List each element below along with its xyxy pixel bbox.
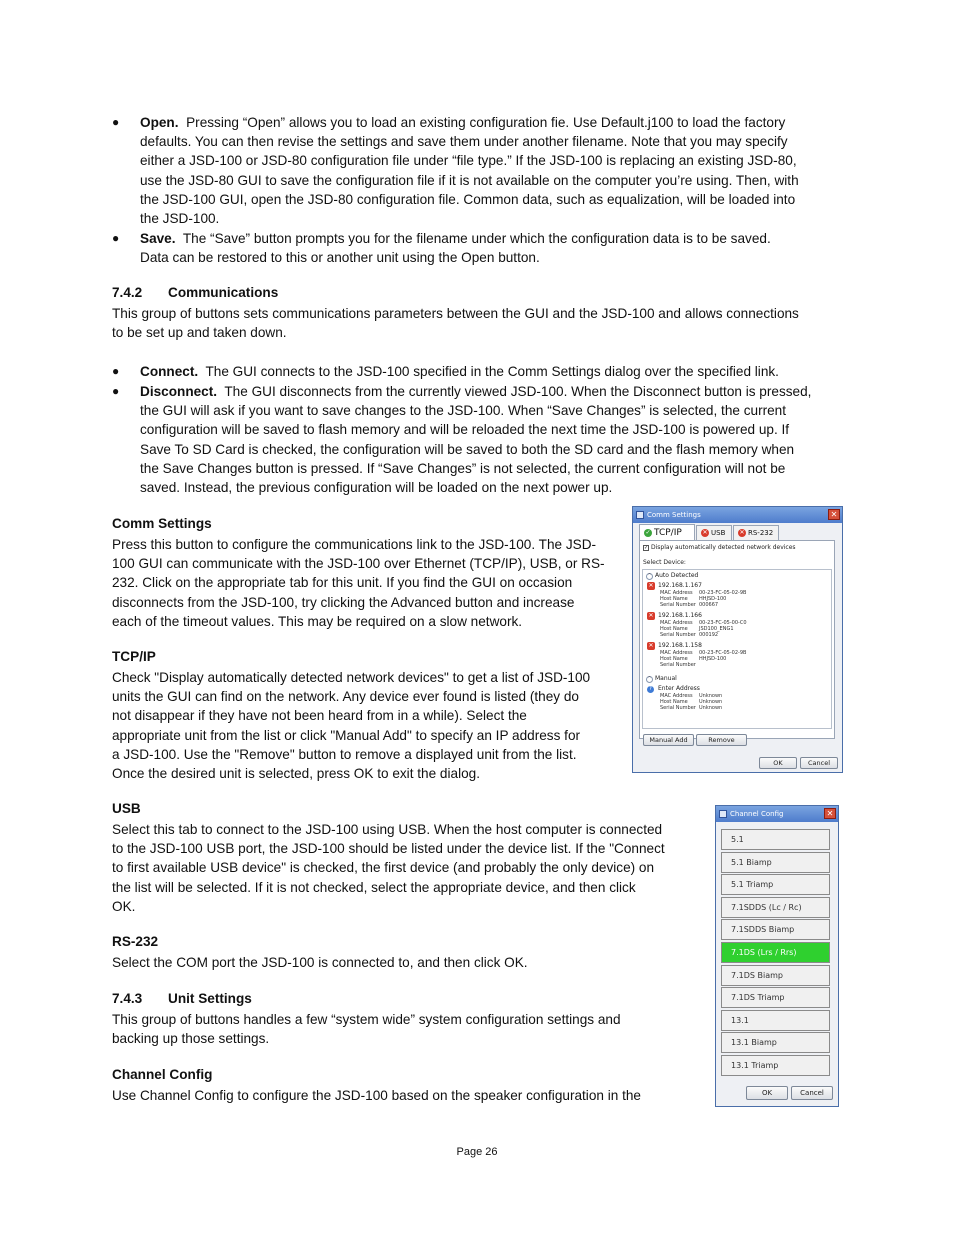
error-icon: ✕: [648, 612, 654, 619]
host-label: Host Name: [660, 596, 688, 602]
mac-label: MAC Address: [660, 650, 693, 656]
cancel-button[interactable]: Cancel: [800, 757, 838, 769]
bullet-open-body: [140, 113, 842, 228]
serial-value: Unknown: [699, 705, 723, 711]
channel-config-option[interactable]: 7.1DS (Lrs / Rrs): [721, 942, 830, 963]
line: 100 GUI can communicate with the JSD-100 over Ethernet (TCP/IP), USB, or RS-: [112, 556, 605, 572]
device-ip: 192.168.1.158: [658, 642, 702, 649]
line: the list will be selected. If it is not checked, select the appropriate device, and then click: [112, 879, 636, 895]
error-icon: ✕: [648, 642, 654, 649]
bullet-title: Disconnect.: [140, 384, 218, 399]
bullet-disconnect: [112, 382, 842, 498]
line: Save To SD Card is checked, the configuration will be saved to both the SD card and the flash memory when: [140, 441, 795, 457]
line: Pressing “Open” allows you to load an existing configuration fie. Use Default.j100 to load the factory: [186, 115, 786, 130]
question-icon: ?: [647, 686, 654, 693]
line: the GUI will ask if you want to save changes to the JSD-100. When “Save Changes” is selected, the current: [140, 403, 787, 419]
host-value: Unknown: [699, 699, 723, 705]
ok-button[interactable]: OK: [746, 1086, 788, 1100]
rs232-paragraph: [112, 953, 691, 972]
window-icon: [719, 810, 727, 818]
bullet-save-body: [140, 229, 842, 267]
serial-label: Serial Number: [660, 632, 696, 638]
mac-value: Unknown: [699, 693, 723, 699]
line: a JSD-100. Use the "Remove" button to remove a displayed unit from the list.: [112, 746, 577, 762]
device-ip: 192.168.1.167: [658, 582, 702, 589]
line: The “Save” button prompts you for the filename under which the configuration data is to be saved.: [182, 231, 771, 246]
dialog-title: Channel Config: [730, 810, 784, 818]
mac-label: MAC Address: [660, 590, 693, 596]
checkbox-label: Display automatically detected network devices: [651, 544, 796, 551]
section-title: Unit Settings: [168, 991, 252, 1006]
bullet-dot: ●: [112, 384, 120, 398]
line: either a JSD-100 or JSD-80 configuration file under “file type.” If the JSD-100 is replacing an existing JSD-80,: [140, 153, 797, 169]
error-icon: ✕: [648, 582, 654, 589]
dialog-title: Comm Settings: [647, 511, 701, 519]
section-heading-742: [112, 285, 278, 300]
manual-add-button[interactable]: Manual Add: [643, 734, 694, 746]
line: The GUI disconnects from the currently viewed JSD-100. When the Disconnect button is pressed,: [224, 384, 812, 399]
channel-config-option[interactable]: 5.1 Triamp: [721, 874, 830, 895]
device-ip: 192.168.1.166: [658, 612, 702, 619]
tcpip-panel: [639, 540, 835, 739]
subheading-channel-config: Channel Config: [112, 1067, 213, 1082]
device-entry[interactable]: [647, 611, 827, 641]
section-heading-743: [112, 991, 252, 1006]
device-list[interactable]: [642, 569, 832, 729]
tab-label: USB: [711, 529, 726, 537]
line: Press this button to configure the communications link to the JSD-100. The JSD-: [112, 537, 597, 552]
tab-label: RS-232: [748, 529, 774, 537]
host-label: Host Name: [660, 699, 688, 705]
line: Check "Display automatically detected network devices" to get a list of JSD-100: [112, 670, 591, 685]
ok-button[interactable]: OK: [759, 757, 797, 769]
dialog-titlebar: [633, 507, 842, 523]
line: configuration will be saved to flash memory and will be reloaded the next time the JSD-100 is powered up. If: [140, 422, 790, 438]
bullet-connect: [112, 362, 842, 382]
bullet-title: Open.: [140, 115, 179, 130]
host-value: HHJSD-100: [699, 656, 727, 662]
serial-label: Serial Number: [660, 662, 696, 668]
line: Data can be restored to this or another unit using the Open button.: [140, 250, 540, 266]
dialog-titlebar: [716, 806, 838, 822]
channel-config-option[interactable]: 7.1DS Triamp: [721, 987, 830, 1008]
bullet-save: [112, 229, 842, 269]
section-title: Communications: [168, 285, 279, 300]
group-auto-detected: Auto Detected: [655, 572, 699, 579]
error-icon: ✕: [739, 529, 745, 536]
collapse-icon[interactable]: ^: [647, 676, 652, 682]
cancel-button[interactable]: Cancel: [791, 1086, 833, 1100]
line: the JSD-100.: [140, 211, 220, 227]
bullet-dot: ●: [112, 115, 120, 129]
channel-config-option[interactable]: 13.1 Biamp: [721, 1032, 830, 1053]
mac-label: MAC Address: [660, 693, 693, 699]
comm-settings-paragraph: [112, 535, 620, 631]
select-device-label: Select Device:: [643, 559, 686, 566]
bullet-disconnect-body: [140, 382, 842, 497]
line: not disappear if they have not been heard from in a while). Select the: [112, 708, 527, 724]
collapse-icon[interactable]: ^: [647, 573, 652, 579]
close-icon[interactable]: ✕: [824, 808, 836, 819]
bullet-title: Connect.: [140, 364, 199, 379]
bullet-dot: ●: [112, 231, 120, 245]
line: 232. Click on the appropriate tab for this unit. If you find the GUI on occasion: [112, 575, 573, 591]
subheading-rs232: RS-232: [112, 934, 159, 949]
line: backing up those settings.: [112, 1031, 270, 1047]
line: to be set up and taken down.: [112, 325, 287, 341]
channel-config-option[interactable]: 13.1: [721, 1010, 830, 1031]
manual-entry-title: Enter Address: [658, 685, 700, 692]
bullet-dot: ●: [112, 364, 120, 378]
section-742-paragraph: [112, 304, 842, 342]
line: This group of buttons handles a few “system wide” system configuration settings and: [112, 1012, 621, 1027]
mac-value: 00-23-FC-05-02-9B: [699, 650, 747, 656]
serial-label: Serial Number: [660, 705, 696, 711]
serial-label: Serial Number: [660, 602, 696, 608]
close-icon[interactable]: ✕: [828, 509, 840, 520]
host-value: JSD100_ENG1: [699, 626, 734, 632]
usb-paragraph: [112, 820, 691, 916]
bullet-title: Save.: [140, 231, 176, 246]
channel-config-option[interactable]: 5.1 Biamp: [721, 852, 830, 873]
tab-label: TCP/IP: [654, 528, 682, 538]
host-value: HHJSD-100: [699, 596, 727, 602]
section-743-paragraph: [112, 1010, 691, 1048]
line: defaults. You can then revise the settings and save them under another filename. Note that you may specify: [140, 134, 788, 150]
channel-config-option[interactable]: 7.1DS Biamp: [721, 965, 830, 986]
mac-value: 00-23-FC-05-02-9B: [699, 590, 747, 596]
section-number: 7.4.2: [112, 285, 143, 300]
section-number: 7.4.3: [112, 991, 143, 1006]
line: the Save Changes button is pressed. If “Save Changes” is not selected, the current configuration will not be: [140, 460, 786, 476]
host-label: Host Name: [660, 626, 688, 632]
line: Use Channel Config to configure the JSD-100 based on the speaker configuration in the: [112, 1088, 641, 1103]
tab-usb[interactable]: [696, 525, 732, 541]
channel-config-option[interactable]: 7.1SDDS Biamp: [721, 919, 830, 940]
host-label: Host Name: [660, 656, 688, 662]
line: units the GUI can find on the network. Any device ever found is listed (they do: [112, 689, 579, 705]
serial-value: 000667: [699, 602, 719, 608]
tab-rs232[interactable]: [733, 525, 779, 541]
device-entry[interactable]: [647, 641, 827, 671]
line: to the JSD-100 USB port, the JSD-100 should be listed under the device list. If the "Connect: [112, 841, 665, 857]
error-icon: ✕: [702, 529, 708, 536]
device-entry[interactable]: [647, 581, 827, 611]
line: OK.: [112, 898, 136, 914]
mac-label: MAC Address: [660, 620, 693, 626]
group-manual: Manual: [655, 675, 677, 682]
line: Select the COM port the JSD-100 is connected to, and then click OK.: [112, 955, 528, 970]
subheading-tcpip: TCP/IP: [112, 649, 156, 664]
bullet-connect-body: [140, 362, 842, 381]
comm-settings-dialog: [632, 506, 843, 773]
channel-config-paragraph: [112, 1086, 691, 1105]
page-number: Page 26: [456, 1146, 498, 1158]
tcpip-paragraph: [112, 668, 620, 783]
line: use the JSD-80 GUI to save the configuration file if it is not available on the computer you’re using. Then, with: [140, 172, 799, 188]
subheading-usb: USB: [112, 801, 141, 816]
subheading-comm-settings: Comm Settings: [112, 516, 212, 531]
line: disconnects from the JSD-100, try clicking the Advanced button and increase: [112, 594, 575, 610]
tab-tcpip[interactable]: [639, 524, 695, 541]
line: the JSD-100 GUI, open the JSD-80 configuration file. Common data, such as equalization, will be loaded into: [140, 191, 796, 207]
line: Once the desired unit is selected, press OK to exit the dialog.: [112, 766, 480, 782]
line: Select this tab to connect to the JSD-100 using USB. When the host computer is connected: [112, 822, 663, 837]
check-icon: ✓: [645, 528, 651, 536]
line: to first available USB device" is checked, the first device (and probably the only device) on: [112, 860, 655, 876]
serial-value: 000192: [699, 632, 719, 638]
channel-config-option[interactable]: 13.1 Triamp: [721, 1055, 830, 1076]
window-icon: [636, 511, 644, 519]
channel-config-option[interactable]: 5.1: [721, 829, 830, 850]
channel-config-dialog: [715, 805, 839, 1107]
line: The GUI connects to the JSD-100 specified in the Comm Settings dialog over the specified link.: [205, 364, 779, 379]
bullet-open: [112, 113, 842, 229]
line: This group of buttons sets communications parameters between the GUI and the JSD-100 and allows connections: [112, 306, 799, 321]
channel-config-option[interactable]: 7.1SDDS (Lc / Rc): [721, 897, 830, 918]
manual-entry[interactable]: [647, 685, 827, 715]
remove-button[interactable]: Remove: [696, 734, 747, 746]
line: saved. Instead, the previous configuration will be loaded on the next power up.: [140, 480, 613, 496]
line: appropriate unit from the list or click "Manual Add" to specify an IP address for: [112, 727, 581, 743]
display-devices-checkbox[interactable]: ✓: [644, 545, 649, 551]
mac-value: 00-23-FC-05-00-C0: [699, 620, 747, 626]
line: each of the timeout values. This may be required on a slow network.: [112, 613, 523, 629]
